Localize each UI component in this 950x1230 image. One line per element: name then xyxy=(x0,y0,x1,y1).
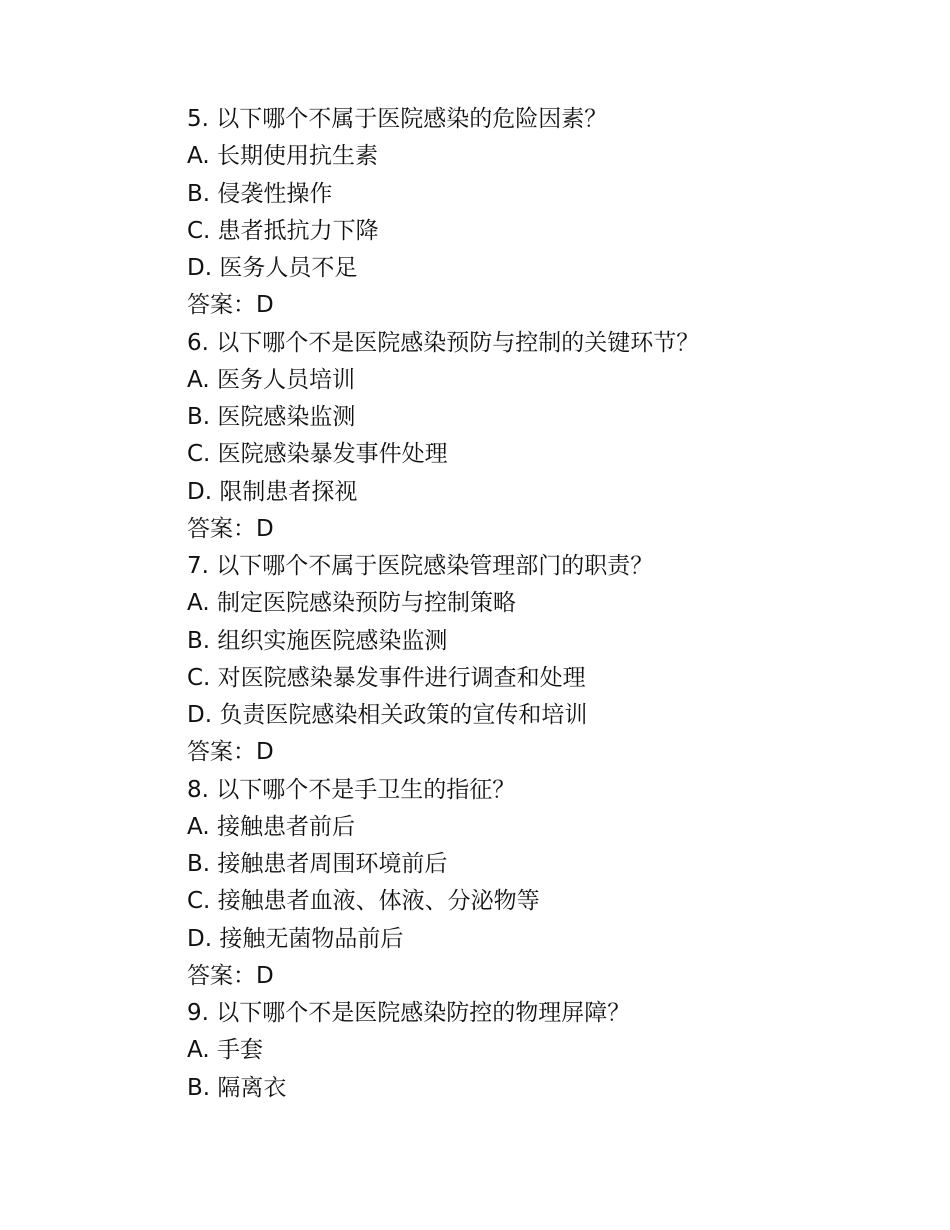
option-c: C. 患者抵抗力下降 xyxy=(187,217,379,244)
answer-line: 答案：D xyxy=(187,739,274,766)
option-d: D. 医务人员不足 xyxy=(187,255,358,281)
option-c: C. 接触患者血液、体液、分泌物等 xyxy=(187,888,540,915)
question-list xyxy=(187,101,907,1107)
option-a: A. 接触患者前后 xyxy=(187,813,355,840)
option-c: C. 对医院感染暴发事件进行调查和处理 xyxy=(187,664,586,691)
option-b: B. 隔离衣 xyxy=(187,1074,287,1101)
option-a: A. 手套 xyxy=(187,1037,263,1064)
option-a: A. 医务人员培训 xyxy=(187,366,355,393)
option-a: A. 长期使用抗生素 xyxy=(187,143,378,170)
answer-line: 答案：D xyxy=(187,962,274,989)
option-b: B. 医院感染监测 xyxy=(187,404,356,430)
option-b: B. 接触患者周围环境前后 xyxy=(187,851,448,877)
option-b: B. 侵袭性操作 xyxy=(187,180,333,207)
option-d: D. 负责医院感染相关政策的宣传和培训 xyxy=(187,702,588,728)
answer-line: 答案：D xyxy=(187,515,274,542)
question-text: 9. 以下哪个不是医院感染防控的物理屏障？ xyxy=(187,1000,631,1026)
option-d: D. 限制患者探视 xyxy=(187,478,358,505)
question-text: 5. 以下哪个不属于医院感染的危险因素？ xyxy=(187,106,608,132)
option-b: B. 组织实施医院感染监测 xyxy=(187,627,448,654)
option-a: A. 制定医院感染预防与控制策略 xyxy=(187,590,516,617)
question-text: 7. 以下哪个不属于医院感染管理部门的职责？ xyxy=(187,553,654,579)
option-c: C. 医院感染暴发事件处理 xyxy=(187,441,448,468)
option-d: D. 接触无菌物品前后 xyxy=(187,925,404,952)
answer-line: 答案：D xyxy=(187,292,274,319)
question-text: 6. 以下哪个不是医院感染预防与控制的关键环节？ xyxy=(187,329,700,356)
question-text: 8. 以下哪个不是手卫生的指征？ xyxy=(187,776,516,803)
